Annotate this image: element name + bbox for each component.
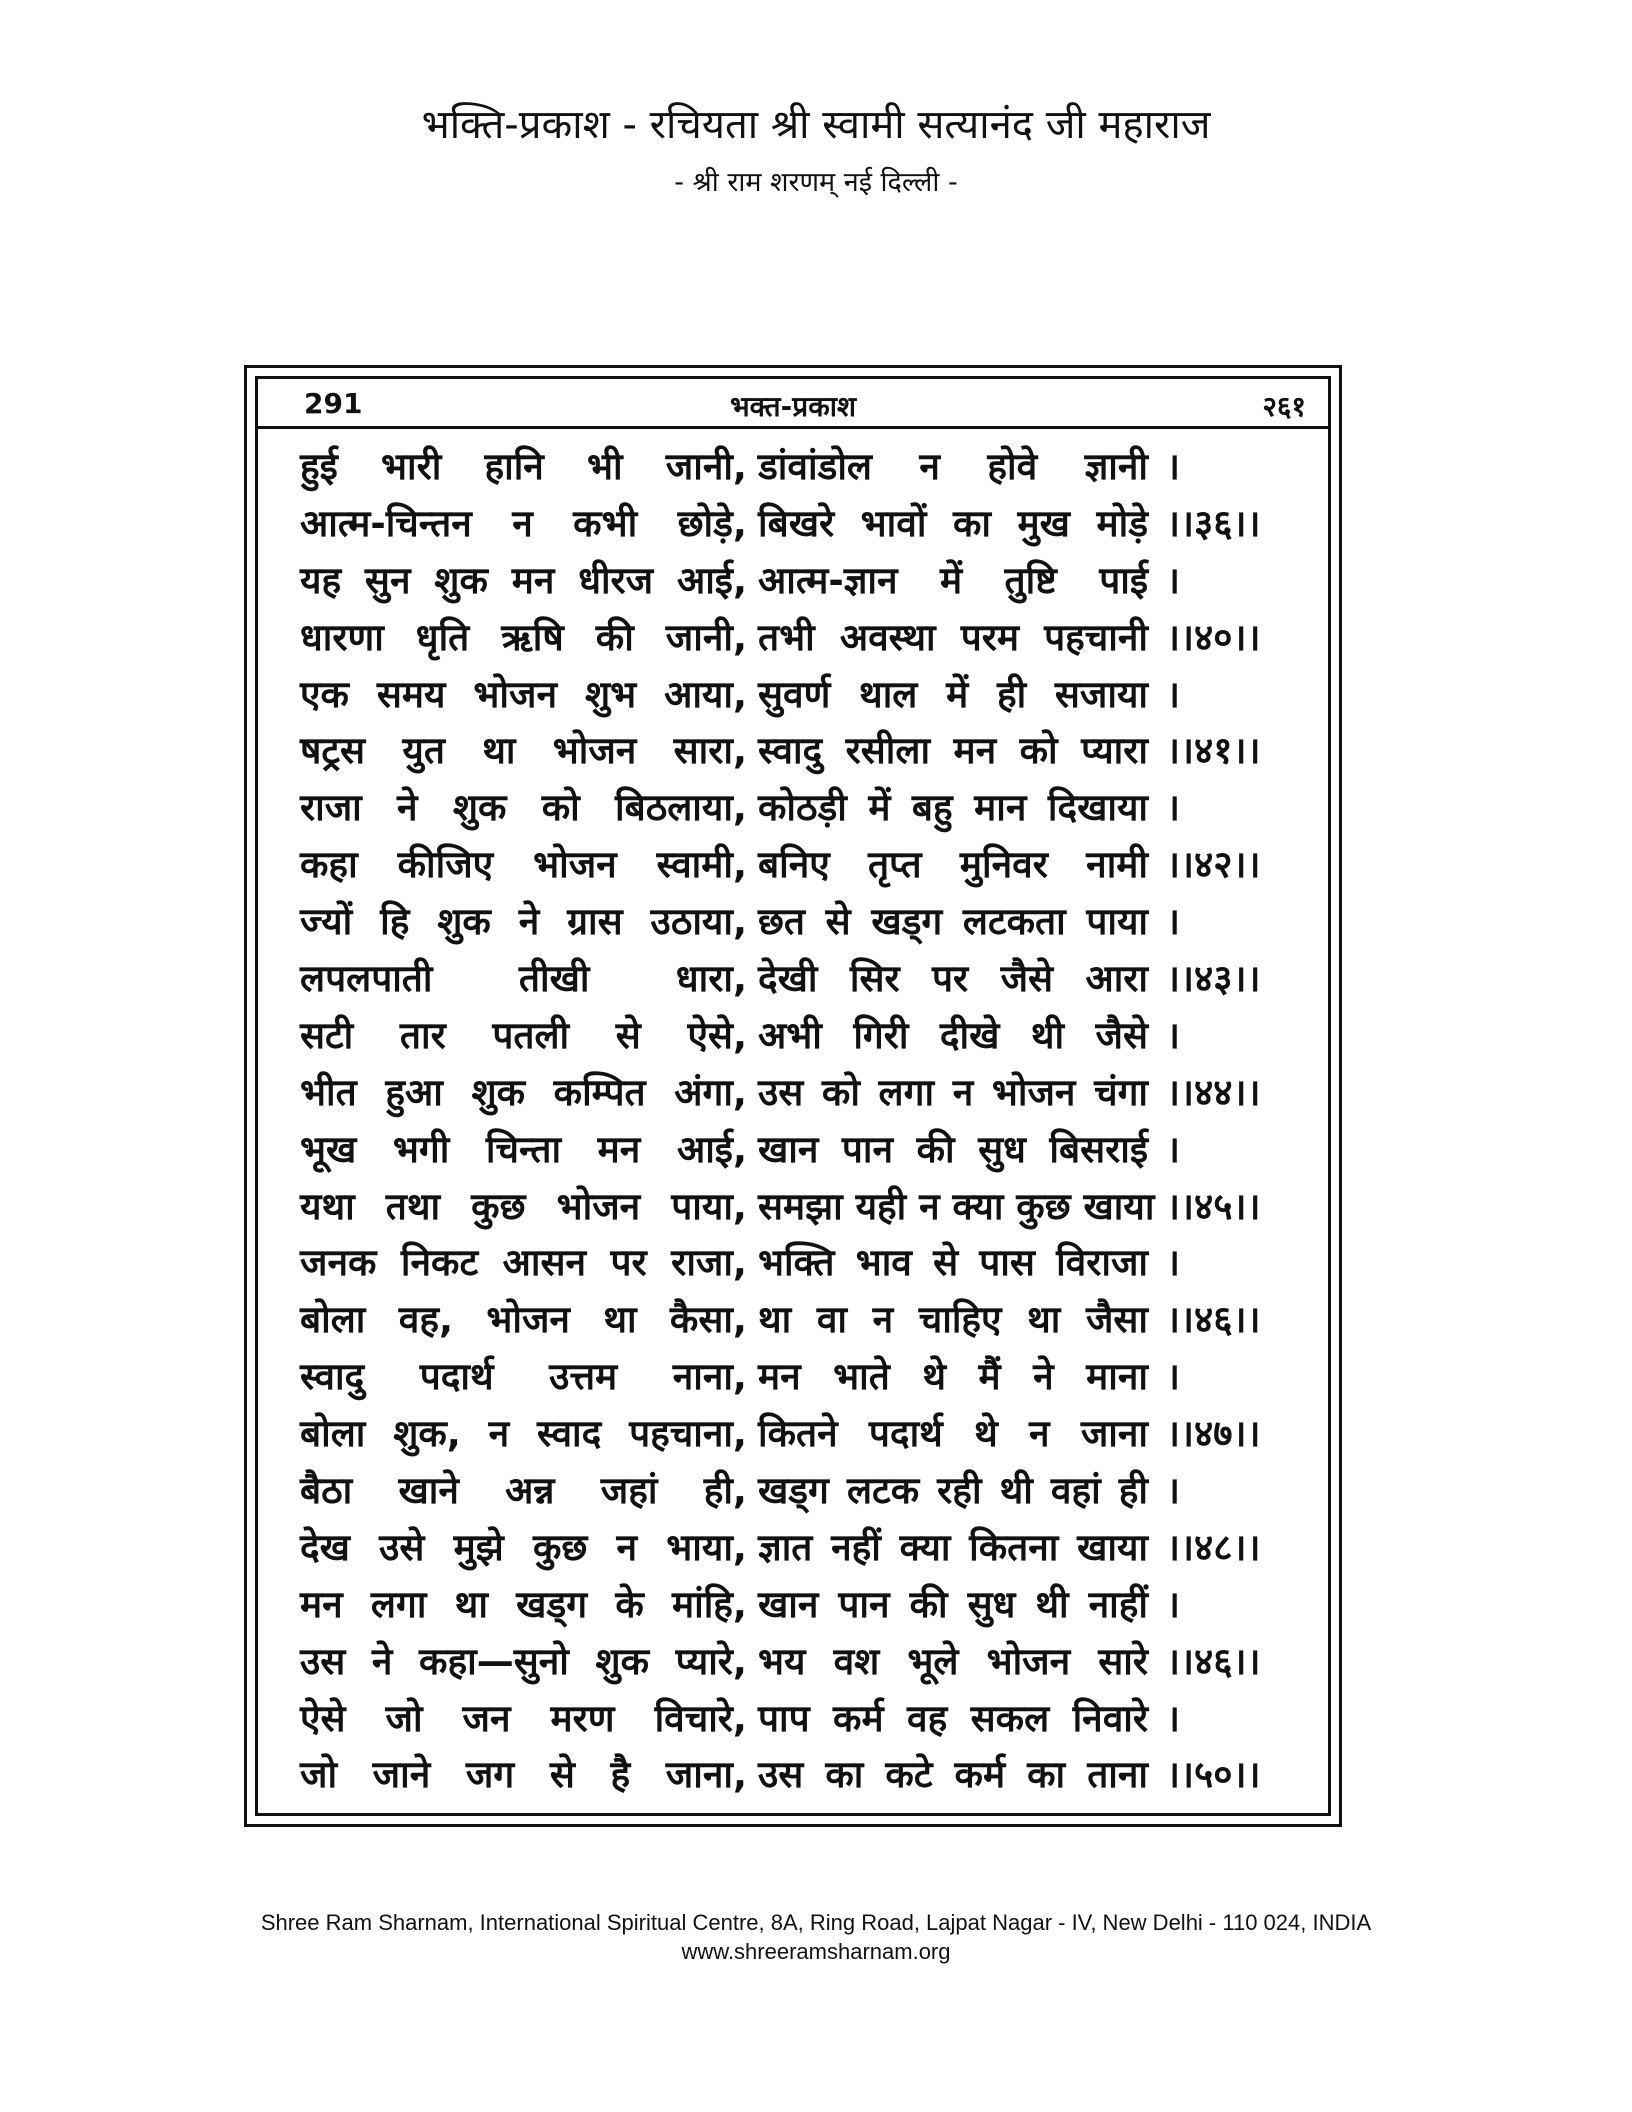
verse-second-half: तभी अवस्था परम पहचानी [758,615,1148,659]
page-number: 291 [304,387,363,420]
verse-number: । [1166,900,1181,944]
verse-first-half: आत्म-चिन्तन न कभी छोड़े, [300,501,747,545]
verse-line [258,1292,1328,1349]
verse-first-half: ज्यों हि शुक ने ग्रास उठाया, [300,900,747,944]
verse-number: । [1166,786,1181,830]
verse-number: । [1166,1696,1181,1740]
verse-number: । [1166,1127,1181,1171]
verse-first-half: मन लगा था खड्ग के मांहि, [300,1582,747,1626]
verse-second-half: डांवांडोल न होवे ज्ञानी [758,445,1148,488]
verse-second-half: कोठड़ी में बहु मान दिखाया [758,786,1148,830]
verse-number: ।।४०।। [1166,615,1261,659]
verse-line [258,1463,1328,1520]
verse-line [258,1691,1328,1748]
verse-first-half: भीत हुआ शुक कम्पित अंगा, [300,1070,747,1114]
verse-second-half: खान पान की सुध बिसराई [758,1127,1148,1171]
verse-first-half: एक समय भोजन शुभ आया, [300,672,747,716]
verse-line [258,1577,1328,1634]
verse-first-half: बोला शुक, न स्वाद पहचाना, [300,1412,747,1456]
verse-line [258,837,1328,894]
verse-line [258,610,1328,667]
verse-number: ।।४१।। [1166,729,1261,773]
verse-number: । [1166,1469,1181,1513]
verse-line [258,1406,1328,1463]
verse-line [258,439,1328,496]
book-title: भक्ति-प्रकाश - रचियता श्री स्वामी सत्यानंद जी महाराज [421,102,1211,148]
verse-first-half: कहा कीजिए भोजन स्वामी, [300,843,747,887]
verse-number: ।।४६।। [1166,1298,1261,1342]
verse-line [258,496,1328,553]
verse-first-half: सटी तार पतली से ऐसे, [300,1013,747,1057]
verse-line [258,667,1328,724]
verse-second-half: स्वादु रसीला मन को प्यारा [758,729,1148,773]
verse-second-half: पाप कर्म वह सकल निवारे [758,1696,1148,1740]
verse-line [258,1747,1328,1804]
verse-line [258,1179,1328,1236]
verse-number: ।।४५।। [1166,1184,1261,1228]
verse-second-half: उस को लगा न भोजन चंगा [758,1070,1148,1114]
page-frame [244,365,1342,1827]
verse-line [258,1520,1328,1577]
verse-second-half: भय वश भूले भोजन सारे [758,1639,1148,1683]
verse-second-half: खड्ग लटक रही थी वहां ही [758,1469,1148,1513]
verse-list [258,439,1328,1804]
verse-number: ।।४२।। [1166,843,1261,887]
verse-first-half: हुई भारी हानि भी जानी, [300,445,747,488]
verse-number: । [1166,1013,1181,1057]
verse-number: । [1166,445,1181,488]
verse-line [258,553,1328,610]
verse-second-half: खान पान की सुध थी नाहीं [758,1582,1148,1626]
book-subtitle: - श्री राम शरणम् नई दिल्ली - [674,167,958,198]
verse-second-half: देखी सिर पर जैसे आरा [758,957,1148,1001]
verse-number: । [1166,1241,1181,1285]
verse-number: । [1166,672,1181,716]
verse-second-half: भक्ति भाव से पास विराजा [758,1241,1148,1285]
verse-first-half: राजा ने शुक को बिठलाया, [300,786,747,830]
verse-number: । [1166,1582,1181,1626]
verse-line [258,951,1328,1008]
verse-second-half: बिखरे भावों का मुख मोड़े [758,501,1148,545]
verse-second-half: छत से खड्ग लटकता पाया [758,900,1148,944]
verse-first-half: उस ने कहा—सुनो शुक प्यारे, [300,1639,747,1683]
page-frame-inner [255,376,1331,1816]
verse-first-half: स्वादु पदार्थ उत्तम नाना, [300,1355,747,1399]
verse-first-half: ऐसे जो जन मरण विचारे, [300,1696,747,1740]
verse-line [258,1008,1328,1065]
verse-second-half: अभी गिरी दीखे थी जैसे [758,1013,1148,1057]
verse-first-half: लपलपाती तीखी धारा, [300,957,747,1001]
verse-second-half: मन भाते थे मैं ने माना [758,1355,1148,1399]
verse-second-half: था वा न चाहिए था जैसा [758,1298,1148,1342]
verse-number: ।।५०।। [1166,1753,1261,1797]
verse-first-half: यथा तथा कुछ भोजन पाया, [300,1184,747,1228]
running-head [258,379,1328,429]
verse-second-half: ज्ञात नहीं क्या कितना खाया [758,1525,1148,1569]
footer-website: www.shreeramsharnam.org [681,1939,951,1964]
verse-first-half: षट्रस युत था भोजन सारा, [300,729,747,773]
verse-second-half: समझा यही न क्या कुछ खाया [758,1184,1155,1228]
verse-first-half: बैठा खाने अन्न जहां ही, [300,1469,747,1513]
verse-line [258,1634,1328,1691]
verse-number: ।।४७।। [1166,1412,1261,1456]
verse-line [258,723,1328,780]
verse-second-half: आत्म-ज्ञान में तुष्टि पाई [758,558,1148,602]
verse-second-half: बनिए तृप्त मुनिवर नामी [758,843,1148,887]
verse-line [258,1349,1328,1406]
page-header [0,100,1632,202]
verse-number: ।।४३।। [1166,957,1261,1001]
verse-first-half: यह सुन शुक मन धीरज आई, [300,558,747,602]
verse-second-half: सुवर्ण थाल में ही सजाया [758,672,1148,716]
verse-number: ।।४६।। [1166,1639,1261,1683]
verse-line [258,1065,1328,1122]
verse-second-half: कितने पदार्थ थे न जाना [758,1412,1148,1456]
verse-line [258,1122,1328,1179]
verse-first-half: देख उसे मुझे कुछ न भाया, [300,1525,747,1569]
running-title: भक्त-प्रकाश [729,390,856,423]
verse-number: ।।४४।। [1166,1070,1261,1114]
verse-line [258,894,1328,951]
verse-first-half: बोला वह, भोजन था कैसा, [300,1298,747,1342]
verse-number: । [1166,1355,1181,1399]
verse-first-half: जनक निकट आसन पर राजा, [300,1241,747,1285]
verse-line [258,780,1328,837]
page-number-devanagari: २६१ [1262,390,1306,423]
footer-address: Shree Ram Sharnam, International Spiritual Centre, 8A, Ring Road, Lajpat Nagar - IV, New Delhi - 110 024, INDIA [260,1910,1372,1935]
verse-number: ।।४८।। [1166,1525,1261,1569]
verse-second-half: उस का कटे कर्म का ताना [758,1753,1148,1797]
verse-first-half: भूख भगी चिन्ता मन आई, [300,1127,747,1171]
verse-first-half: धारणा धृति ऋषि की जानी, [300,615,747,659]
page-footer [0,1908,1632,1966]
verse-first-half: जो जाने जग से है जाना, [300,1753,747,1797]
verse-line [258,1235,1328,1292]
verse-number: ।।३६।। [1166,501,1261,545]
verse-number: । [1166,558,1181,602]
